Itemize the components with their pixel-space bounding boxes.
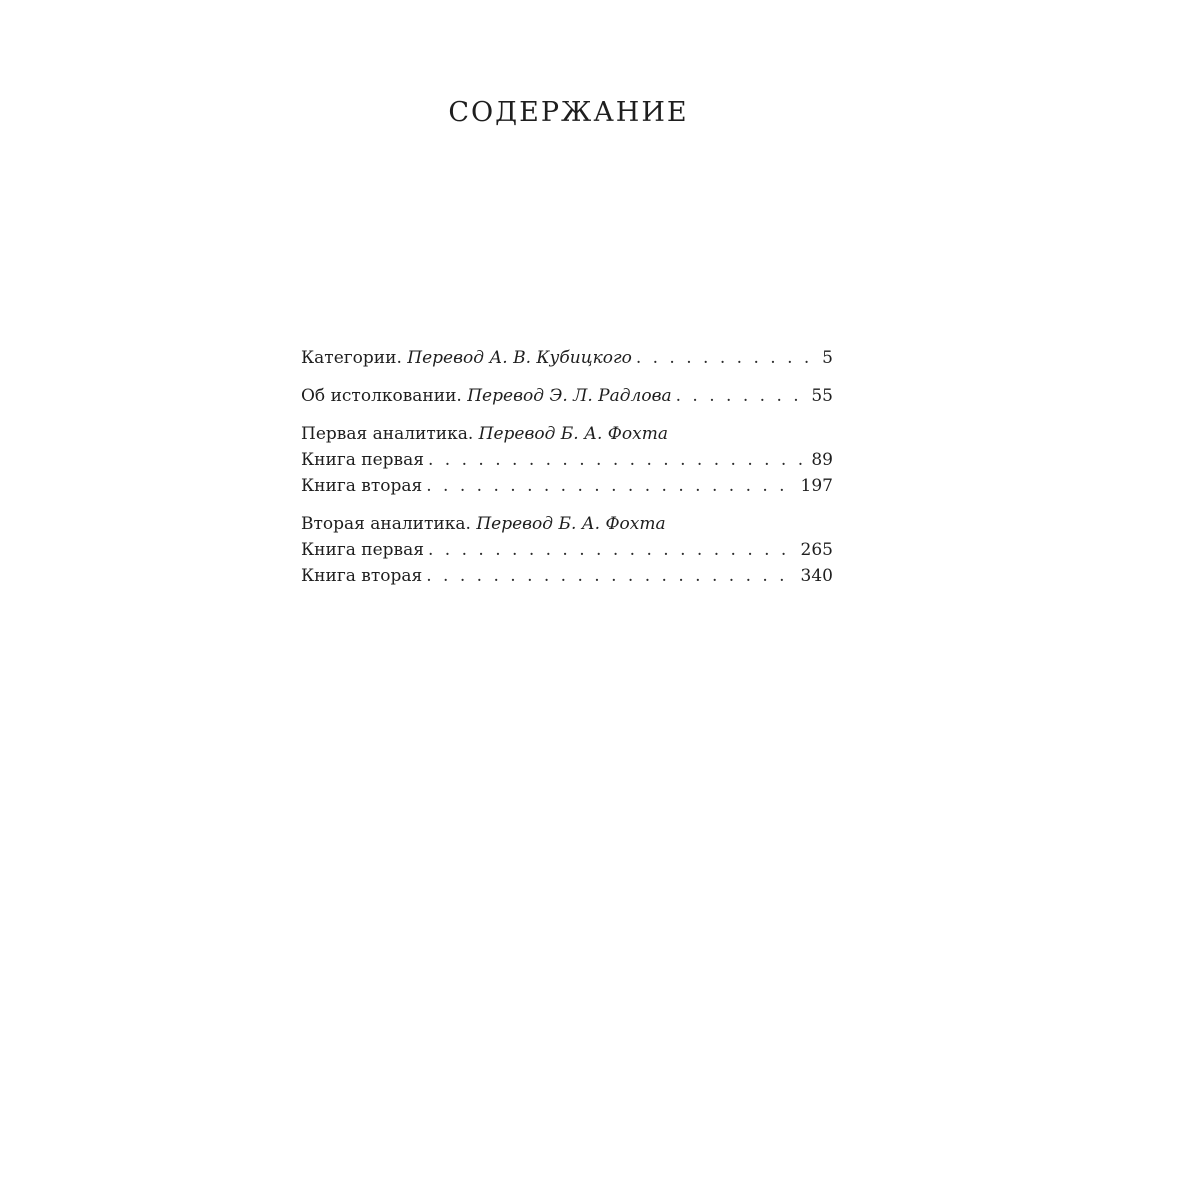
toc-entry-title: Категории. xyxy=(301,348,402,368)
toc-entry-translator: Перевод А. В. Кубицкого xyxy=(407,348,632,368)
toc-row xyxy=(301,537,833,563)
toc-item-title: Книга вторая xyxy=(301,566,423,586)
toc-row xyxy=(301,447,833,473)
toc-group-translator: Перевод Б. А. Фохта xyxy=(476,514,666,534)
toc-group-translator: Перевод Б. А. Фохта xyxy=(478,424,668,444)
toc-row xyxy=(301,563,833,589)
toc-group-posterior-analytics xyxy=(301,511,833,589)
toc-entry-translator: Перевод Э. Л. Радлова xyxy=(467,386,672,406)
toc-entry-title-wrap xyxy=(301,345,632,371)
toc-group-title: Первая аналитика. xyxy=(301,424,474,444)
toc-group-heading xyxy=(301,421,833,447)
toc-item-title: Книга первая xyxy=(301,450,424,470)
toc-entry-interpretation xyxy=(301,383,833,409)
toc-row xyxy=(301,345,833,371)
table-of-contents xyxy=(301,345,833,601)
page-title: СОДЕРЖАНИЕ xyxy=(448,97,689,128)
toc-item-title: Книга первая xyxy=(301,540,424,560)
toc-page-number: 197 xyxy=(800,476,833,496)
dot-leader xyxy=(428,447,807,473)
toc-entry-title: Об истолковании. xyxy=(301,386,462,406)
toc-entry-categories xyxy=(301,345,833,371)
toc-row xyxy=(301,473,833,499)
dot-leader xyxy=(426,473,796,499)
toc-group-prior-analytics xyxy=(301,421,833,499)
dot-leader xyxy=(428,537,797,563)
toc-group-title: Вторая аналитика. xyxy=(301,514,471,534)
dot-leader xyxy=(636,345,817,371)
toc-page-number: 55 xyxy=(811,386,833,406)
toc-entry-title-wrap xyxy=(301,383,672,409)
dot-leader xyxy=(426,563,796,589)
toc-item-title: Книга вторая xyxy=(301,476,423,496)
toc-page-number: 89 xyxy=(811,450,833,470)
toc-page-number: 5 xyxy=(822,348,833,368)
dot-leader xyxy=(676,383,808,409)
toc-group-heading xyxy=(301,511,833,537)
toc-page-number: 340 xyxy=(800,566,833,586)
toc-page-number: 265 xyxy=(800,540,833,560)
toc-row xyxy=(301,383,833,409)
